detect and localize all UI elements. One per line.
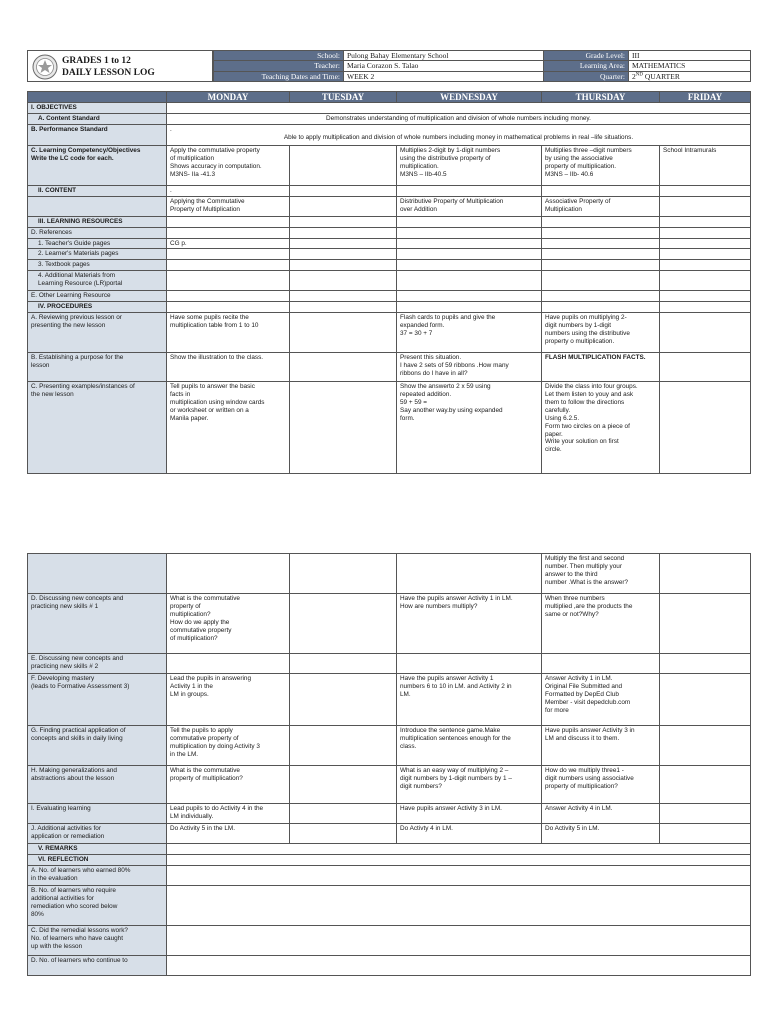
- generalization-label: H. Making generalizations and abstractions about the lesson: [28, 766, 167, 804]
- reflection-d-label: D. No. of learners who continue to: [28, 955, 167, 975]
- reviewing-row: [28, 313, 751, 353]
- tg-fri: [660, 238, 751, 249]
- evaluating-thursday: Answer Activity 4 in LM.: [542, 804, 660, 824]
- lesson-log-table-page1: [27, 91, 751, 474]
- other-thu: [542, 291, 660, 302]
- reflection-c-row: [28, 925, 751, 955]
- evaluating-label: I. Evaluating learning: [28, 804, 167, 824]
- generalization-row: [28, 766, 751, 804]
- additional-activities-monday: Do Activity 5 in the LM.: [167, 824, 290, 844]
- generalization-thursday: How do we multiply three1 - digit numbers using associative property of multiplication?: [542, 766, 660, 804]
- content-topic-label: [28, 196, 167, 216]
- presenting-friday: [660, 382, 751, 474]
- application-wednesday: Introduce the sentence game.Make multiplication sentences enough for the class.: [397, 726, 542, 766]
- learning-competency-row: [28, 145, 751, 185]
- form-title-line2: DAILY LESSON LOG: [62, 68, 155, 78]
- lm-mon: [167, 249, 290, 260]
- reflection-row: [28, 854, 751, 865]
- lc-tuesday: [290, 145, 397, 185]
- content-monday: Applying the Commutative Property of Multiplication: [167, 196, 290, 216]
- application-thursday: Have pupils answer Activity 3 in LM and discuss it to them.: [542, 726, 660, 766]
- application-monday: Tell the pupils to apply commutative property of multiplication by doing Activity 3 in the LM.: [167, 726, 290, 766]
- textbook-label: 3. Textbook pages: [28, 260, 167, 271]
- lm-wed: [397, 249, 542, 260]
- lm-fri: [660, 249, 751, 260]
- references-mon: [167, 227, 290, 238]
- other-mon: [167, 291, 290, 302]
- resources-heading: III. LEARNING RESOURCES: [28, 216, 167, 227]
- am-wed: [397, 271, 542, 291]
- reflection-a-answer: [167, 865, 751, 885]
- performance-standard-cell: [167, 124, 751, 145]
- presenting-thursday: Divide the class into four groups. Let them listen to youy and ask them to follow the directions carefully. Using 6.2.5. Form two circles on a piece of paper. Write your solution on first circle.: [542, 382, 660, 474]
- proc-tue: [290, 302, 397, 313]
- day-friday: FRIDAY: [660, 92, 751, 103]
- tb-wed: [397, 260, 542, 271]
- reviewing-monday: Have some pupils recite the multiplication table from 1 to 10: [167, 313, 290, 353]
- learners-materials-row: [28, 249, 751, 260]
- day-header-blank: [28, 92, 167, 103]
- content-wed-top: [397, 185, 542, 196]
- am-tue: [290, 271, 397, 291]
- performance-standard-label: B. Performance Standard: [28, 124, 167, 145]
- reflection-c-label: C. Did the remedial lessons work? No. of learners who have caught up with the lesson: [28, 925, 167, 955]
- content-standard-row: [28, 113, 751, 124]
- area-value: MATHEMATICS: [629, 61, 751, 71]
- presenting-continued-row: [28, 554, 751, 594]
- learning-competency-label: C. Learning Competency/Objectives Write the LC code for each.: [28, 145, 167, 185]
- application-friday: [660, 726, 751, 766]
- other-wed: [397, 291, 542, 302]
- objectives-row: [28, 103, 751, 114]
- content-dot-cell: .: [167, 185, 290, 196]
- lm-tue: [290, 249, 397, 260]
- reflection-heading: VI. REFLECTION: [28, 854, 167, 865]
- learners-materials-label: 2. Learner's Materials pages: [28, 249, 167, 260]
- content-tuesday: [290, 196, 397, 216]
- reflection-b-row: [28, 885, 751, 925]
- d2-mon: [167, 654, 290, 674]
- d2-wed: [397, 654, 542, 674]
- objectives-heading: I. OBJECTIVES: [28, 103, 167, 114]
- generalization-wednesday: What is an easy way of multiplying 2 – digit numbers by 1-digit numbers by 1 – digit numbers?: [397, 766, 542, 804]
- reflection-b-label: B. No. of learners who require additional activities for remediation who scored below 80%: [28, 885, 167, 925]
- school-info-table: [213, 50, 751, 82]
- procedures-heading: IV. PROCEDURES: [28, 302, 167, 313]
- am-thu: [542, 271, 660, 291]
- purpose-friday: [660, 353, 751, 382]
- pc-mon: [167, 554, 290, 594]
- presenting-wednesday: Show the answerto 2 x 59 using repeated addition. 59 + 59 = Say another way.by using expanded form.: [397, 382, 542, 474]
- discussing1-tuesday: [290, 594, 397, 654]
- discussing1-friday: [660, 594, 751, 654]
- remarks-heading: V. REMARKS: [28, 844, 167, 855]
- content-heading: II. CONTENT: [28, 185, 167, 196]
- additional-activities-row: [28, 824, 751, 844]
- tb-mon: [167, 260, 290, 271]
- purpose-wednesday: Present this situation. I have 2 sets of 59 ribbons .How many ribbons do I have in all?: [397, 353, 542, 382]
- performance-dot: .: [170, 125, 172, 133]
- purpose-monday: Show the illustration to the class.: [167, 353, 290, 382]
- teachers-guide-row: [28, 238, 751, 249]
- deped-seal-icon: [32, 54, 58, 80]
- purpose-tuesday: [290, 353, 397, 382]
- other-tue: [290, 291, 397, 302]
- day-thursday: THURSDAY: [542, 92, 660, 103]
- procedures-row: [28, 302, 751, 313]
- tg-wed: [397, 238, 542, 249]
- remarks-blank: [167, 844, 751, 855]
- quarter-number: 2: [632, 71, 636, 81]
- discussing1-label: D. Discussing new concepts and practicing new skills # 1: [28, 594, 167, 654]
- content-thursday: Associative Property of Multiplication: [542, 196, 660, 216]
- references-thu: [542, 227, 660, 238]
- lc-thursday: Multiplies three –digit numbers by using the associative property of multiplication. M3NS – IIb- 40.6: [542, 145, 660, 185]
- generalization-friday: [660, 766, 751, 804]
- reflection-blank: [167, 854, 751, 865]
- d2-tue: [290, 654, 397, 674]
- discussing2-row: [28, 654, 751, 674]
- resources-fri: [660, 216, 751, 227]
- resources-row: [28, 216, 751, 227]
- lesson-log-header: [27, 50, 750, 82]
- school-value: Pulong Bahay Elementary School: [344, 51, 544, 61]
- tb-fri: [660, 260, 751, 271]
- purpose-row: [28, 353, 751, 382]
- reviewing-friday: [660, 313, 751, 353]
- references-tue: [290, 227, 397, 238]
- references-row: [28, 227, 751, 238]
- references-wed: [397, 227, 542, 238]
- application-row: [28, 726, 751, 766]
- evaluating-tuesday: [290, 804, 397, 824]
- reviewing-tuesday: [290, 313, 397, 353]
- teachers-guide-monday: CG p.: [167, 238, 290, 249]
- other-fri: [660, 291, 751, 302]
- day-wednesday: WEDNESDAY: [397, 92, 542, 103]
- generalization-monday: What is the commutative property of multiplication?: [167, 766, 290, 804]
- generalization-tuesday: [290, 766, 397, 804]
- quarter-value: [629, 71, 751, 81]
- d2-fri: [660, 654, 751, 674]
- references-label: D. References: [28, 227, 167, 238]
- references-fri: [660, 227, 751, 238]
- reviewing-wednesday: Flash cards to pupils and give the expanded form. 37 = 30 + 7: [397, 313, 542, 353]
- mastery-label: F. Developing mastery (leads to Formative Assessment 3): [28, 674, 167, 726]
- mastery-wednesday: Have the pupils answer Activity 1 numbers 6 to 10 in LM. and Activity 2 in LM.: [397, 674, 542, 726]
- lc-wednesday: Multiplies 2-digit by 1-digit numbers using the distributive property of multiplication. M3NS – IIb-40.5: [397, 145, 542, 185]
- discussing1-wednesday: Have the pupils answer Activity 1 in LM. How are numbers multiply?: [397, 594, 542, 654]
- presenting-row: [28, 382, 751, 474]
- content-standard-text: Demonstrates understanding of multiplication and division of whole numbers including money.: [167, 113, 751, 124]
- pc-fri: [660, 554, 751, 594]
- textbook-row: [28, 260, 751, 271]
- teacher-label: Teacher:: [214, 61, 344, 71]
- resources-tue: [290, 216, 397, 227]
- reviewing-thursday: Have pupils on multiplying 2- digit numbers by 1-digit numbers using the distributive property o multiplication.: [542, 313, 660, 353]
- proc-thu: [542, 302, 660, 313]
- mastery-row: [28, 674, 751, 726]
- content-friday: [660, 196, 751, 216]
- reflection-d-row: [28, 955, 751, 975]
- school-label: School:: [214, 51, 344, 61]
- discussing1-monday: What is the commutative property of multiplication? How do we apply the commutative property of multiplication?: [167, 594, 290, 654]
- content-wednesday: Distributive Property of Multiplication over Addition: [397, 196, 542, 216]
- am-mon: [167, 271, 290, 291]
- application-tuesday: [290, 726, 397, 766]
- discussing2-label: E. Discussing new concepts and practicing new skills # 2: [28, 654, 167, 674]
- lc-friday: School Intramurals: [660, 145, 751, 185]
- tg-thu: [542, 238, 660, 249]
- content-standard-label: A. Content Standard: [28, 113, 167, 124]
- tb-tue: [290, 260, 397, 271]
- grade-label: Grade Level:: [544, 51, 629, 61]
- content-fri-top: [660, 185, 751, 196]
- other-resource-label: E. Other Learning Resource: [28, 291, 167, 302]
- day-tuesday: TUESDAY: [290, 92, 397, 103]
- teacher-value: Maria Corazon S. Talao: [344, 61, 544, 71]
- presenting-monday: Tell pupils to answer the basic facts in multiplication using window cards or worksheet or written on a Manila paper.: [167, 382, 290, 474]
- presenting-continued-thursday: Multiply the first and second number. Then multiply your answer to the third number .What is the answer?: [542, 554, 660, 594]
- purpose-label: B. Establishing a purpose for the lesson: [28, 353, 167, 382]
- additional-activities-tuesday: [290, 824, 397, 844]
- d2-thu: [542, 654, 660, 674]
- reflection-c-answer: [167, 925, 751, 955]
- dates-value: WEEK 2: [344, 71, 544, 81]
- objectives-blank: [167, 103, 751, 114]
- day-monday: MONDAY: [167, 92, 290, 103]
- additional-activities-label: J. Additional activities for application or remediation: [28, 824, 167, 844]
- remarks-row: [28, 844, 751, 855]
- form-title-line1: GRADES 1 to 12: [62, 56, 131, 66]
- resources-thu: [542, 216, 660, 227]
- quarter-word: QUARTER: [642, 71, 680, 81]
- tb-thu: [542, 260, 660, 271]
- day-header-row: [28, 92, 751, 103]
- additional-materials-label: 4. Additional Materials from Learning Resource (LR)portal: [28, 271, 167, 291]
- presenting-label: C. Presenting examples/instances of the new lesson: [28, 382, 167, 474]
- additional-activities-wednesday: Do Activty 4 in LM.: [397, 824, 542, 844]
- grade-value: III: [629, 51, 751, 61]
- pc-wed: [397, 554, 542, 594]
- mastery-monday: Lead the pupils in answering Activity 1 in the LM in groups.: [167, 674, 290, 726]
- reflection-d-answer: [167, 955, 751, 975]
- evaluating-row: [28, 804, 751, 824]
- content-row: [28, 185, 751, 196]
- reflection-b-answer: [167, 885, 751, 925]
- purpose-thursday: FLASH MULTIPLICATION FACTS.: [542, 353, 660, 382]
- reflection-a-row: [28, 865, 751, 885]
- presenting-continued-label: [28, 554, 167, 594]
- reviewing-label: A. Reviewing previous lesson or presenting the new lesson: [28, 313, 167, 353]
- am-fri: [660, 271, 751, 291]
- application-label: G. Finding practical application of concepts and skills in daily living: [28, 726, 167, 766]
- reflection-a-label: A. No. of learners who earned 80% in the evaluation: [28, 865, 167, 885]
- proc-mon: [167, 302, 290, 313]
- area-label: Learning Area:: [544, 61, 629, 71]
- evaluating-friday: [660, 804, 751, 824]
- additional-activities-thursday: Do Activity 5 in LM.: [542, 824, 660, 844]
- discussing1-thursday: When three numbers multiplied ,are the products the same or not?Why?: [542, 594, 660, 654]
- lc-monday: Apply the commutative property of multiplication Shows accuracy in computation. M3NS- IIa -41.3: [167, 145, 290, 185]
- proc-fri: [660, 302, 751, 313]
- evaluating-monday: Lead pupils to do Activity 4 in the LM individually.: [167, 804, 290, 824]
- additional-activities-friday: [660, 824, 751, 844]
- lm-thu: [542, 249, 660, 260]
- tg-tue: [290, 238, 397, 249]
- quarter-suffix: ND: [635, 72, 643, 78]
- discussing1-row: [28, 594, 751, 654]
- content-tue-top: [290, 185, 397, 196]
- mastery-friday: [660, 674, 751, 726]
- mastery-tuesday: [290, 674, 397, 726]
- quarter-label: Quarter:: [544, 71, 629, 81]
- presenting-tuesday: [290, 382, 397, 474]
- content-thu-top: [542, 185, 660, 196]
- evaluating-wednesday: Have pupils answer Activity 3 in LM.: [397, 804, 542, 824]
- lesson-log-table-page2: [27, 553, 751, 976]
- resources-mon: [167, 216, 290, 227]
- proc-wed: [397, 302, 542, 313]
- logo-title-box: [27, 50, 213, 82]
- mastery-thursday: Answer Activity 1 in LM. Original File Submitted and Formatted by DepEd Club Member - visit depedclub.com for more: [542, 674, 660, 726]
- performance-standard-text: Able to apply multiplication and division of whole numbers including money in mathematical problems in real –life situations.: [283, 133, 634, 141]
- pc-tue: [290, 554, 397, 594]
- performance-standard-row: [28, 124, 751, 145]
- content-topic-row: [28, 196, 751, 216]
- additional-materials-row: [28, 271, 751, 291]
- other-resource-row: [28, 291, 751, 302]
- teachers-guide-label: 1. Teacher's Guide pages: [28, 238, 167, 249]
- resources-wed: [397, 216, 542, 227]
- dates-label: Teaching Dates and Time:: [214, 71, 344, 81]
